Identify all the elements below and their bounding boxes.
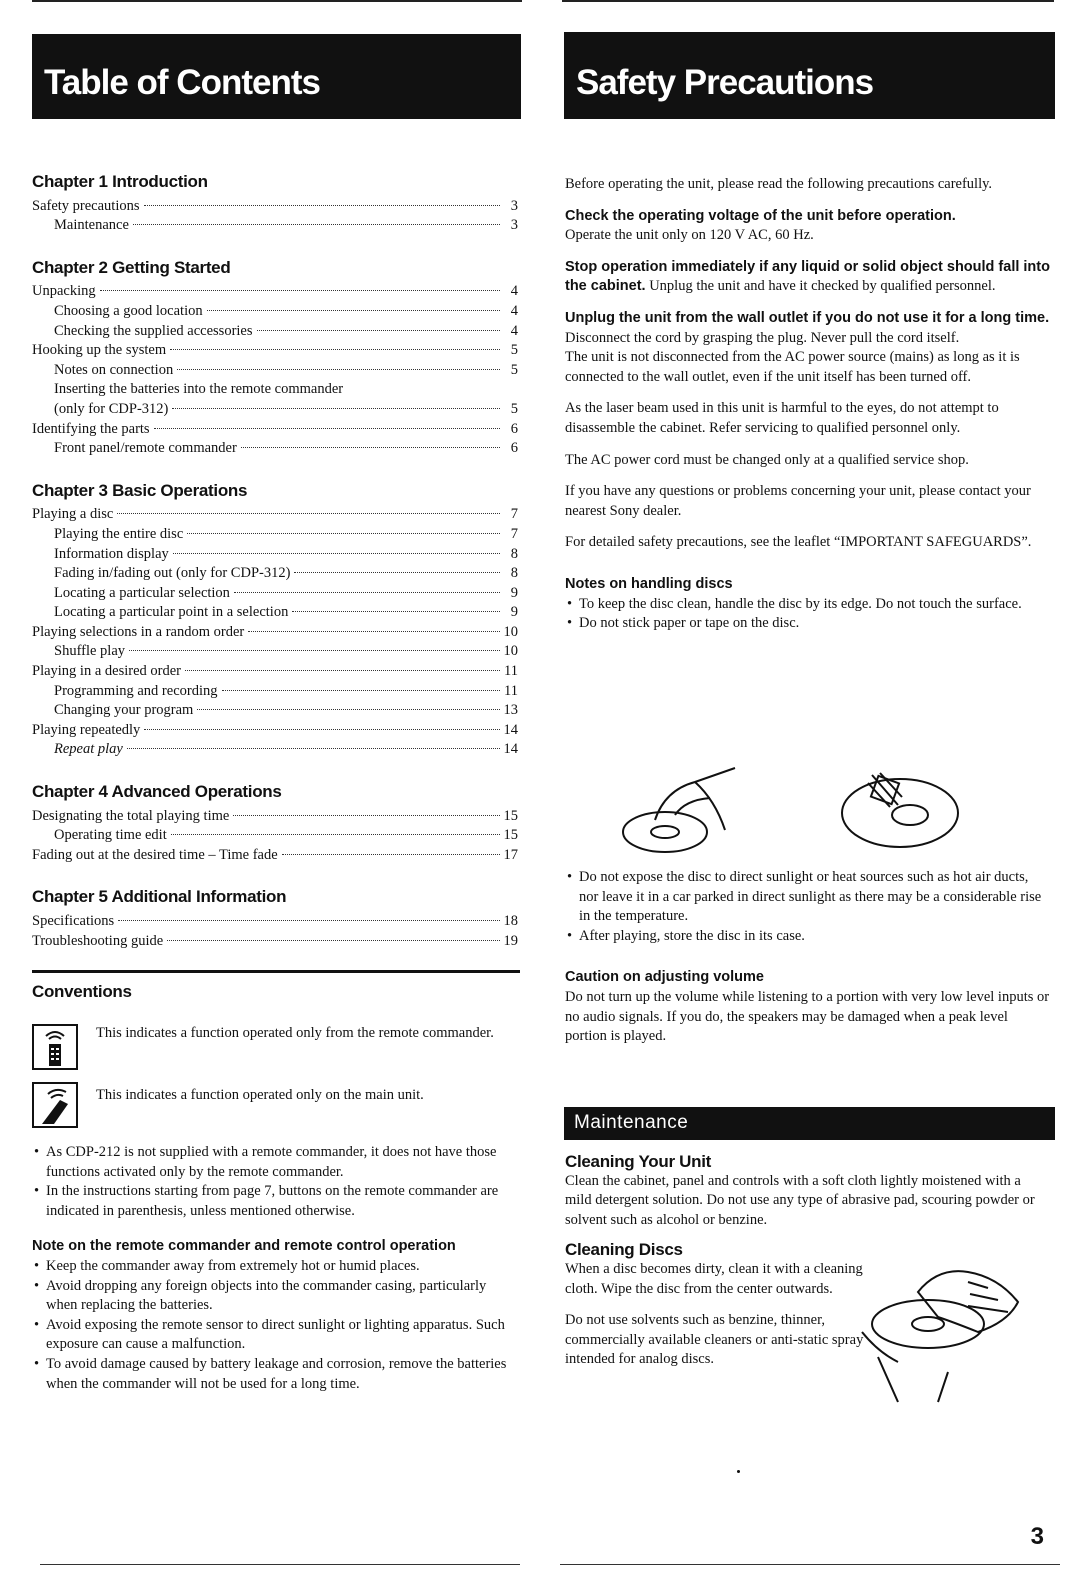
safeguards-text: For detailed safety precautions, see the leaflet “IMPORTANT SAFEGUARDS”. [565,534,1032,551]
toc-leader-dots [185,670,500,671]
toc-chapter [32,258,518,459]
conventions-notes [32,1143,514,1394]
toc-page-number: 19 [503,932,518,949]
toc-page-number: 5 [510,400,518,417]
toc-entry [32,682,518,702]
toc-leader-dots [144,205,500,206]
toc-page-number: 14 [503,721,518,738]
safety-intro: Before operating the unit, please read the following precautions carefully. [565,176,993,192]
toc-page-number: 11 [504,682,518,699]
toc-leader-dots [248,631,499,632]
voltage-heading: Check the operating voltage of the unit before operation. [565,207,956,224]
list-item: • Avoid dropping any foreign objects into the commander casing, particularly when replacing the batteries. [46,1277,514,1316]
toc-leader-dots [234,592,500,593]
toc-entry [32,525,518,545]
toc-page-number: 15 [503,807,518,824]
power-cord-text: The AC power cord must be changed only at a qualified service shop. [565,451,969,468]
toc-chapter [32,481,518,760]
toc-leader-dots [100,290,500,291]
toc-page-number: 4 [510,302,518,319]
toc-leader-dots [292,611,500,612]
toc-leader-dots [118,920,499,921]
toc-banner [32,34,521,119]
toc-entry [32,584,518,604]
toc-chapter-title: Chapter 4 Advanced Operations [32,782,282,802]
top-rule-left [32,0,522,2]
toc-entry-text: Playing the entire disc [54,525,184,542]
toc-entry-text: Playing repeatedly [32,721,141,738]
toc-entry-text: (only for CDP-312) [54,400,169,417]
toc-chapter [32,887,518,951]
convention-main-text: This indicates a function operated only on the main unit. [96,1087,424,1103]
toc-page-number: 7 [510,506,518,523]
toc-page-number: 3 [510,197,518,214]
toc-page-number: 5 [510,361,518,378]
disc-handling-illustration [615,760,765,860]
toc-page-number: 8 [510,545,518,562]
toc-leader-dots [129,650,499,651]
disc-cleaning-illustration [858,1262,1028,1407]
toc-entry-text: Identifying the parts [32,420,150,437]
toc-entry-text: Changing your program [54,702,194,719]
toc-page-number: 4 [510,283,518,300]
toc-entry-text: Maintenance [54,217,129,234]
safety-column-lower [565,868,1051,1047]
toc-entry-text: Shuffle play [54,643,126,660]
cleaning-discs-text1: When a disc becomes dirty, clean it with a cleaning cloth. Wipe the disc from the center outwards. [565,1260,863,1297]
maintenance-bar-title: Maintenance [574,1112,689,1133]
toc-entry [32,826,518,846]
liquid-heading: Stop operation immediately if any liquid or solid object should fall into the cabinet. [565,258,1050,295]
remote-note-title: Note on the remote commander and remote control operation [32,1238,456,1255]
volume-text: Do not turn up the volume while listening to a portion with very low level inputs or no audio signals. If you do, the speakers may be damaged when a peak level portion is played. [565,988,1050,1045]
toc-chapter [32,172,518,236]
disc-no-tape-illustration [830,765,970,855]
toc-entry [32,361,518,381]
toc-entry-text: Locating a particular point in a selection [54,604,289,621]
toc-entry [32,439,518,459]
toc-entry [32,545,518,565]
toc-page-number: 15 [503,827,518,844]
list-item: • To avoid damage caused by battery leakage and corrosion, remove the batteries when the commander will not be used for a long time. [46,1355,514,1394]
toc-banner-title: Table of Contents [44,63,320,102]
top-rule-right [562,0,1054,2]
toc-entry [32,642,518,662]
list-item: • To keep the disc clean, handle the disc by its edge. Do not touch the surface. [579,595,1051,615]
toc-leader-dots [167,940,499,941]
toc-page-number: 6 [510,440,518,457]
toc-leader-dots [117,513,500,514]
toc-page-number: 13 [503,702,518,719]
toc-entry-text: Troubleshooting guide [32,932,164,949]
toc-entry [32,846,518,866]
toc-entry [32,505,518,525]
safety-column [565,175,1051,634]
toc-page-number: 3 [510,217,518,234]
toc-page-number: 7 [510,525,518,542]
toc-entry [32,197,518,217]
center-dot [737,1470,740,1473]
toc-leader-dots [154,428,500,429]
toc-entry [32,701,518,721]
bottom-rule-right [560,1564,1060,1565]
unplug-text: Disconnect the cord by grasping the plug. Never pull the cord itself. [565,329,960,346]
handling-discs-title: Notes on handling discs [565,575,733,592]
toc-leader-dots [257,330,500,331]
toc-entry [32,341,518,361]
remote-note-bullets [32,1257,514,1394]
toc-leader-dots [222,690,501,691]
toc-chapter [32,782,518,865]
safety-banner-title: Safety Precautions [576,63,874,102]
toc-page-number: 9 [510,604,518,621]
toc-entry [32,380,518,400]
toc-entry [32,302,518,322]
main-unit-icon [32,1082,78,1128]
toc-leader-dots [144,729,499,730]
toc-entry-text: Front panel/remote commander [54,440,237,457]
conventions-title: Conventions [32,982,132,1001]
toc-entry [32,322,518,342]
toc-entry [32,400,518,420]
safety-banner [564,32,1055,119]
toc-entry [32,912,518,932]
toc-page-number: 8 [510,565,518,582]
toc-entry-text: Programming and recording [54,682,218,699]
list-item: • Do not stick paper or tape on the disc. [579,614,1051,634]
table-of-contents [32,172,518,973]
toc-leader-dots [173,553,500,554]
toc-entry-text: Checking the supplied accessories [54,322,253,339]
conventions-rule [32,970,520,973]
toc-entry-text: Fading in/fading out (only for CDP-312) [54,565,291,582]
toc-entry [32,564,518,584]
toc-page-number: 10 [503,623,518,640]
toc-leader-dots [294,572,500,573]
ac-power-text: The unit is not disconnected from the AC power source (mains) as long as it is connected to the wall outlet, even if the unit itself has been turned off. [565,349,1020,385]
cleaning-discs-text2: Do not use solvents such as benzine, thinner, commercially available cleaners or anti-static spray intended for analog discs. [565,1312,864,1368]
toc-entry [32,623,518,643]
toc-entry-text: Locating a particular selection [54,584,230,601]
toc-leader-dots [282,854,500,855]
voltage-text: Operate the unit only on 120 V AC, 60 Hz. [565,227,814,244]
toc-entry-text: Operating time edit [54,827,167,844]
list-item: • After playing, store the disc in its case. [579,927,1051,947]
toc-chapter-title: Chapter 3 Basic Operations [32,480,248,500]
toc-entry [32,740,518,760]
list-item: • Avoid exposing the remote sensor to direct sunlight or lighting apparatus. Such exposure can cause a malfunction. [46,1316,514,1355]
toc-entry [32,932,518,952]
cleaning-unit-text: Clean the cabinet, panel and controls with a soft cloth lightly moistened with a mild detergent solution. Do not use any type of abrasive pad, scouring powder or solvent such as alcohol or benzine. [565,1172,1035,1228]
toc-entry [32,420,518,440]
toc-leader-dots [127,748,500,749]
page-number: 3 [1030,1523,1044,1550]
toc-entry-text: Fading out at the desired time – Time fade [32,846,278,863]
toc-entry-text: Information display [54,545,169,562]
toc-page-number: 9 [510,584,518,601]
toc-entry [32,282,518,302]
toc-chapter-title: Chapter 1 Introduction [32,172,208,191]
toc-entry-text: Notes on connection [54,361,174,378]
toc-leader-dots [187,533,500,534]
cleaning-unit-title: Cleaning Your Unit [565,1152,712,1171]
toc-page-number: 14 [503,741,518,758]
toc-entry-text: Designating the total playing time [32,807,230,824]
toc-entry-text: Playing selections in a random order [32,623,245,640]
toc-entry [32,721,518,741]
toc-leader-dots [133,224,500,225]
toc-leader-dots [207,310,500,311]
liquid-text: Unplug the unit and have it checked by qualified personnel. [645,278,996,295]
list-item: • Do not expose the disc to direct sunlight or heat sources such as hot air ducts, nor leave it in a car parked in direct sunlight as there may be a considerable rise in the temperature. [579,868,1051,927]
toc-leader-dots [172,408,500,409]
disc-storage-bullets [565,868,1051,946]
toc-leader-dots [170,349,500,350]
toc-page-number: 17 [503,846,518,863]
remote-commander-icon [32,1024,78,1070]
toc-leader-dots [241,447,500,448]
convention-main [32,1082,512,1128]
convention-remote-text: This indicates a function operated only from the remote commander. [96,1025,494,1041]
dealer-text: If you have any questions or problems concerning your unit, please contact your nearest Sony dealer. [565,483,1031,519]
toc-page-number: 4 [510,322,518,339]
toc-leader-dots [171,834,500,835]
toc-entry-text: Specifications [32,913,115,929]
convention-remote [32,1024,512,1070]
cleaning-discs-title: Cleaning Discs [565,1240,683,1260]
toc-entry-text: Playing a disc [32,506,114,523]
toc-chapter-title: Chapter 5 Additional Information [32,887,287,907]
conventions-bullets [32,1143,514,1221]
toc-entry-text: Hooking up the system [32,342,167,359]
laser-text: As the laser beam used in this unit is harmful to the eyes, do not attempt to disassemble the cabinet. Refer servicing to qualified personnel only. [565,400,999,436]
toc-chapter-title: Chapter 2 Getting Started [32,257,231,277]
toc-entry [32,603,518,623]
toc-entry [32,807,518,827]
toc-entry [32,216,518,236]
bottom-rule-left [40,1564,520,1565]
maintenance-bar [564,1107,1055,1140]
toc-entry-text: Choosing a good location [54,302,203,319]
toc-entry-text: Safety precautions [32,197,140,214]
list-item: • Keep the commander away from extremely hot or humid places. [46,1257,514,1277]
toc-leader-dots [197,709,499,710]
toc-entry-text: Playing in a desired order [32,663,181,680]
handling-discs-bullets [565,595,1051,634]
toc-entry-text: Inserting the batteries into the remote commander [54,381,344,398]
list-item: • In the instructions starting from page 7, buttons on the remote commander are indicated in parenthesis, unless mentioned otherwise. [46,1182,514,1221]
toc-page-number: 18 [503,913,518,929]
unplug-heading: Unplug the unit from the wall outlet if you do not use it for a long time. [565,309,1050,326]
toc-page-number: 6 [510,420,518,437]
toc-entry-text: Unpacking [32,283,96,300]
toc-page-number: 10 [503,643,518,660]
toc-entry-text: Repeat play [54,741,123,758]
toc-leader-dots [233,815,499,816]
toc-page-number: 11 [504,663,518,680]
toc-entry [32,662,518,682]
volume-title: Caution on adjusting volume [565,969,764,986]
toc-leader-dots [177,369,500,370]
toc-page-number: 5 [510,342,518,359]
list-item: • As CDP-212 is not supplied with a remote commander, it does not have those functions activated only by the remote commander. [46,1143,514,1182]
